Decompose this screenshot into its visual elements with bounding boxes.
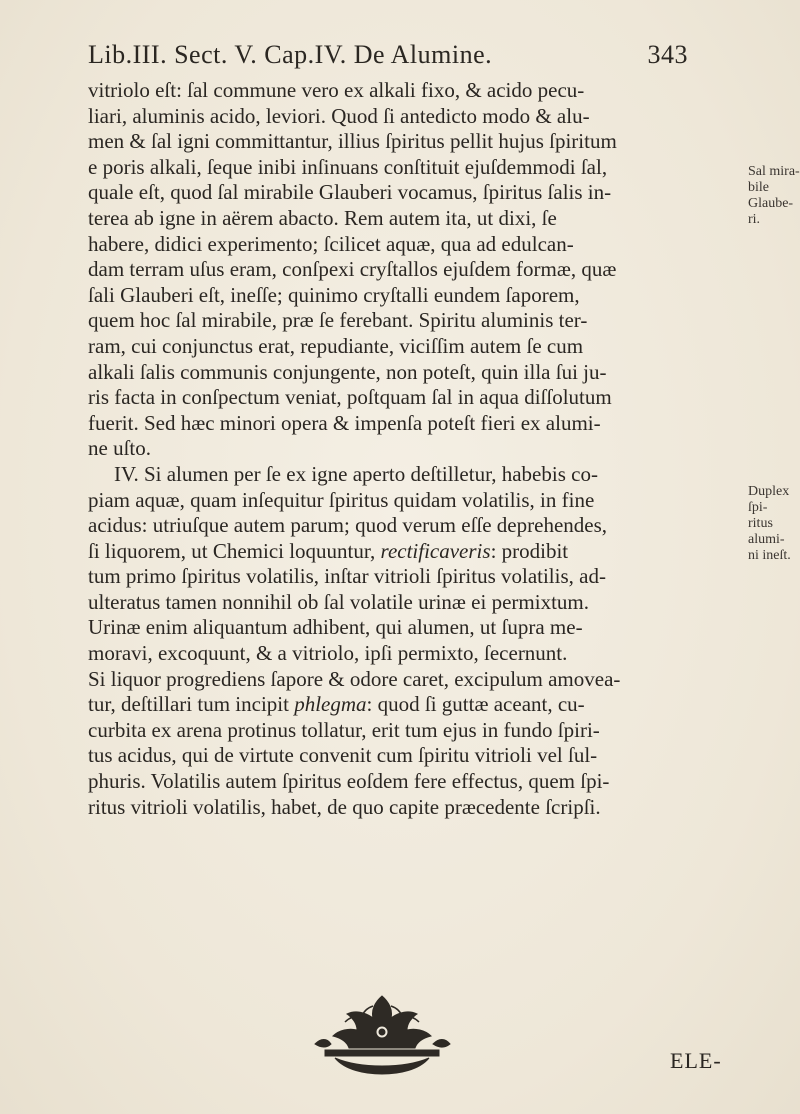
text-line: ne uſto. (88, 436, 151, 461)
text-line: dam terram uſus eram, conſpexi cryſtallos ejuſdem formæ, quæ (88, 257, 617, 282)
text-line: ram, cui conjunctus erat, repudiante, viciſſim autem ſe cum (88, 333, 584, 358)
printers-ornament-icon (305, 988, 460, 1078)
text-line: tum primo ſpiritus volatilis, inſtar vitrioli ſpiritus volatilis, ad- (88, 564, 606, 589)
marginal-line: ritus alumi- (748, 516, 785, 547)
text-segment: : prodibit (490, 538, 569, 563)
marginal-line: Duplex ſpi- (748, 484, 790, 515)
text-segment: tur, deſtillari tum incipit (88, 692, 295, 717)
marginal-note-sal-mirabile (748, 164, 800, 228)
text-line: ris facta in conſpectum veniat, poſtquam ſal in aqua diſſolutum (88, 385, 612, 410)
text-segment: : quod ſi guttæ aceant, cu- (366, 692, 585, 717)
text-line: habere, didici experimento; ſcilicet aquæ, qua ad edulcan- (88, 231, 574, 256)
marginal-line: bile Glaube- (748, 180, 794, 211)
marginal-line: Sal mira- (748, 164, 800, 179)
text-line: Urinæ enim aliquantum adhibent, qui alumen, ut ſupra me- (88, 615, 583, 640)
text-line: ritus vitrioli volatilis, habet, de quo capite præcedente ſcripſi. (88, 794, 601, 819)
text-line: vitriolo eſt: ſal commune vero ex alkali fixo, & acido pecu- (88, 78, 585, 102)
running-head-title: Lib.III. Sect. V. Cap.IV. De Alumine. (88, 40, 493, 69)
text-line: ulteratus tamen nonnihil ob ſal volatile urinæ ei permixtum. (88, 589, 589, 614)
catchword: ELE- (670, 1048, 722, 1073)
italic-term-phlegma: phlegma (294, 692, 367, 717)
text-line: ſali Glauberi eſt, ineſſe; quinimo cryſtalli eundem ſaporem, (88, 282, 580, 307)
text-line-with-italic (88, 539, 748, 565)
page-number: 343 (647, 40, 688, 69)
text-line: acidus: utriuſque autem parum; quod verum eſſe deprehendes, (88, 513, 608, 538)
text-line: quem hoc ſal mirabile, præ ſe ferebant. Spiritu aluminis ter- (88, 308, 588, 333)
text-line: quale eſt, quod ſal mirabile Glauberi vocamus, ſpiritus ſalis in- (88, 180, 612, 205)
marginal-line: ni ineſt. (748, 548, 791, 563)
main-text (88, 78, 748, 820)
marginal-note-duplex-spiritus (748, 484, 800, 564)
text-line: liari, aluminis acido, leviori. Quod ſi antedicto modo & alu- (88, 103, 590, 128)
section-start-line: IV. Si alumen per ſe ex igne aperto deſtilletur, habebis co- (114, 461, 598, 486)
text-line: phuris. Volatilis autem ſpiritus eoſdem fere effectus, quem ſpi- (88, 769, 610, 794)
text-line: alkali ſalis communis conjungente, non poteſt, quin illa ſui ju- (88, 359, 607, 384)
text-line: e poris alkali, ſeque inibi inſinuans conſtituit ejuſdemmodi ſal, (88, 154, 608, 179)
text-line: fuerit. Sed hæc minori opera & impenſa poteſt fieri ex alumi- (88, 410, 601, 435)
text-line: men & ſal igni committantur, illius ſpiritus pellit hujus ſpiritum (88, 129, 617, 154)
running-head (88, 40, 688, 72)
text-line: terea ab igne in aërem abacto. Rem autem ita, ut dixi, ſe (88, 205, 557, 230)
text-line: piam aquæ, quam inſequitur ſpiritus quidam volatilis, in fine (88, 487, 595, 512)
text-line: curbita ex arena protinus tollatur, erit tum ejus in fundo ſpiri- (88, 717, 600, 742)
text-line-with-italic (88, 692, 748, 718)
text-line: Si liquor progrediens ſapore & odore caret, excipulum amovea- (88, 666, 621, 691)
text-line: tus acidus, qui de virtute convenit cum ſpiritu vitrioli vel ſul- (88, 743, 598, 768)
text-line: moravi, excoquunt, & a vitriolo, ipſi permixto, ſecernunt. (88, 641, 568, 666)
text-segment: ſi liquorem, ut Chemici loquuntur, (88, 538, 381, 563)
marginal-line: ri. (748, 212, 761, 227)
italic-term-rectificaveris: rectificaveris (380, 538, 491, 563)
